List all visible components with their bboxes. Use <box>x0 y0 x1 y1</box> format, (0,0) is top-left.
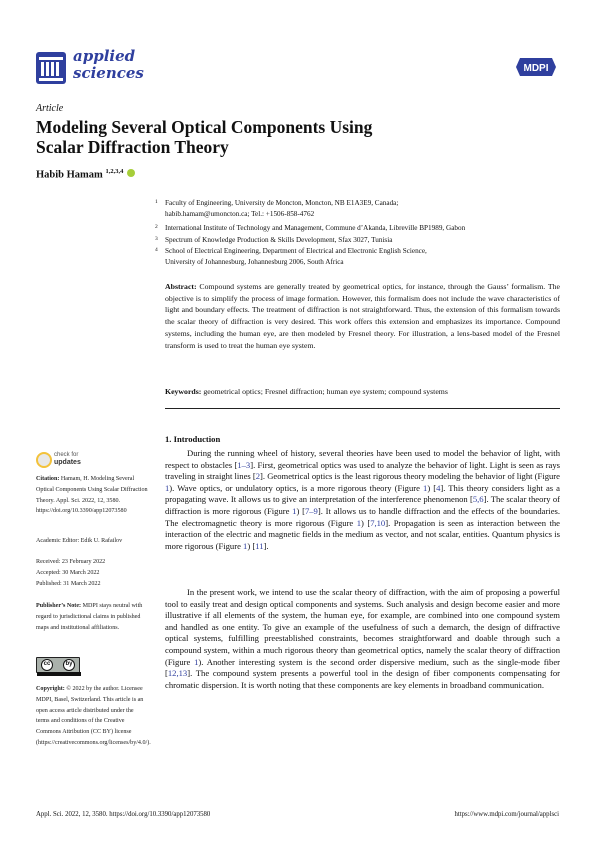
reference-link[interactable]: 1 <box>356 517 361 528</box>
abstract-text: Compound systems are generally treated by geometrical optics, for instance, through the Gauss’ formalism. The objective is to simplify the process of image formation. However, this formalism does not include the wave characteristics of light and boundary effects. The treatment of diffraction is not straightforward. Thus, the extension of this formalism towards the scalar theory of diffraction is very desired. This work offers this extension and emphasizes its importance. Compound systems, including the human eye, are then modeled by Fresnel theory. For illustration, a lens-based model of the Fresnel transform is used to treat the human eye system. <box>165 282 560 350</box>
paragraph-text: ]. This theory considers light as a propagating wave. It allows us to give an interpretation of the interference phenomenon [ <box>165 482 560 505</box>
affiliation-line: Faculty of Engineering, University de Moncton, Moncton, NB E1A3E9, Canada; <box>165 199 399 207</box>
author-affiliation-numbers: 1,2,3,4 <box>105 168 124 175</box>
mdpi-logo-icon <box>516 56 556 78</box>
journal-name-line2: sciences <box>73 64 144 82</box>
footer-citation[interactable]: Appl. Sci. 2022, 12, 3580. https://doi.org/10.3390/app12073580 <box>36 811 211 818</box>
reference-link[interactable]: 1 <box>292 505 297 516</box>
check-for-updates-button[interactable] <box>36 452 96 470</box>
affiliation-2 <box>155 223 565 234</box>
paragraph-text: ]. The compound system presents a powerful tool in the design of fiber components compensating for chromatic dispersion. It is worth noting that these components are key elements in broadband communication. <box>165 668 560 690</box>
keywords <box>165 386 560 397</box>
paragraph-text: ]. The scalar theory of diffraction is more rigorous (Figure <box>165 494 560 516</box>
paragraph-text: ]. First, geometrical optics was used to analyze the behavior of light. Light is seen as rays traveling in straight lines [ <box>165 459 560 482</box>
academic-editor: Academic Editor: Edik U. Rafailov <box>36 538 123 544</box>
article-title: Modeling Several Optical Components Using Scalar Diffraction Theory <box>36 117 373 157</box>
journal-name-line1: applied <box>73 47 136 65</box>
check-updates-text <box>54 452 81 467</box>
abstract <box>165 281 560 351</box>
affiliation-line: University of Johannesburg, Johannesburg 2006, South Africa <box>165 258 344 266</box>
affiliation-line: habib.hamam@umoncton.ca; Tel.: +1506-858-4762 <box>165 210 315 218</box>
affiliation-number: 3 <box>155 236 158 242</box>
check-updates-line2: updates <box>54 459 81 466</box>
keywords-text: geometrical optics; Fresnel diffraction; human eye system; compound systems <box>203 387 448 396</box>
reference-link[interactable]: 7–9 <box>304 505 318 516</box>
affiliation-number: 4 <box>155 247 158 253</box>
reference-link[interactable]: 1–3 <box>237 459 251 470</box>
abstract-label: Abstract: <box>165 282 197 291</box>
paragraph-text: ). Another interesting system is the second order dispersive medium, such as the single-mode fiber [ <box>165 656 560 679</box>
reference-link[interactable]: 5,6 <box>472 494 484 505</box>
paragraph-text: ]. Geometrical optics is the least rigorous theory modeling the behavior of light (Figure <box>260 471 560 482</box>
body-paragraph-1 <box>165 448 560 552</box>
publisher-note <box>36 601 148 633</box>
paragraph-text: In the present work, we intend to use the scalar theory of diffraction, with the aim of proposing a powerful tool to easily treat and design optical components and systems. Such analysis and design become easier and more illustrative if all elements of the system, the human eye, for example, are combined into one compound system and handled as one entity. To give an example of the usefulness of such a demarch, the design of diffractive optical systems, fulfilling preestablished constraints, becomes straightforward and doable through such a compound system, within a much rigorous theory than geometrical optics, namely the scalar theory of diffraction (Figure <box>165 587 560 667</box>
reference-link[interactable]: 1 <box>423 482 428 493</box>
author-name: Habib Hamam <box>36 169 103 181</box>
affiliation-3 <box>155 235 565 246</box>
paragraph-text: ) [ <box>296 505 305 516</box>
affiliation-line: International Institute of Technology and Management, Commune d’Akanda, Libreville BP1989, Gabon <box>165 224 466 232</box>
paragraph-text: ]. Propagation is seen as interaction between the interaction of the electric and magnetic fields in the medium as vector, and not scalar, entities. Quantum physics is more rigorous (Figure <box>165 517 560 551</box>
publisher-note-label: Publisher’s Note: <box>36 603 82 609</box>
section-heading: 1. Introduction <box>165 434 221 444</box>
affiliation-number: 1 <box>155 199 158 205</box>
paragraph-text: ]. <box>263 540 269 551</box>
section-divider <box>165 408 560 409</box>
copyright-text: © 2022 by the author. Licensee MDPI, Basel, Switzerland. This article is an open access article distributed under the terms and conditions of the Creative Commons Attribution (CC BY) license (https://creativecommons.org/licenses/by/4.0/). <box>36 686 151 746</box>
affiliation-line: School of Electrical Engineering, Department of Electrical and Electronic English Science, <box>165 247 427 255</box>
copyright-label: Copyright: <box>36 686 65 692</box>
check-updates-icon <box>36 452 52 468</box>
paragraph-text: ) [ <box>427 482 437 493</box>
check-updates-line1: check for <box>54 452 79 458</box>
body-paragraph-2 <box>165 587 560 691</box>
paragraph-text: ) [ <box>247 540 256 551</box>
orcid-icon[interactable] <box>127 169 135 177</box>
by-icon: by <box>63 659 75 671</box>
footer-journal-url[interactable]: https://www.mdpi.com/journal/applsci <box>454 811 559 818</box>
keywords-label: Keywords: <box>165 387 202 396</box>
journal-logo-icon <box>36 52 66 84</box>
reference-link[interactable]: 11 <box>255 540 264 551</box>
reference-link[interactable]: 1 <box>165 482 170 493</box>
reference-link[interactable]: 12,13 <box>167 668 188 679</box>
paragraph-text: ). Wave optics, or undulatory optics, is a more rigorous theory (Figure <box>169 482 424 493</box>
journal-name <box>73 48 144 82</box>
citation-block <box>36 474 148 517</box>
reference-link[interactable]: 4 <box>436 482 441 493</box>
license-bar <box>37 672 81 676</box>
publisher-note-text: MDPI stays neutral with regard to jurisdictional claims in published maps and institutional affiliations. <box>36 603 143 631</box>
paragraph-text: ) [ <box>361 517 371 528</box>
accepted-date: Accepted: 30 March 2022 <box>36 570 100 576</box>
reference-link[interactable]: 1 <box>194 656 199 667</box>
affiliation-line: Spectrum of Knowledge Production & Skills Development, Sfax 3027, Tunisia <box>165 236 393 244</box>
paragraph-text: ]. It allows us to handle diffraction and the effects of the boundaries. The electromagnetic theory is more rigorous (Figure <box>165 505 560 528</box>
cc-icon: cc <box>41 659 53 671</box>
affiliation-4 <box>155 246 565 268</box>
affiliation-number: 2 <box>155 224 158 230</box>
received-date: Received: 23 February 2022 <box>36 559 106 565</box>
copyright-block <box>36 684 151 749</box>
reference-link[interactable]: 2 <box>255 471 261 482</box>
reference-link[interactable]: 7,10 <box>370 517 386 528</box>
publisher-name: MDPI <box>523 63 549 74</box>
paragraph-text: During the running wheel of history, several theories have been used to model the behavior of light, with respect to obstacles [ <box>165 448 560 470</box>
author-line <box>36 168 135 181</box>
published-date: Published: 31 March 2022 <box>36 581 101 587</box>
citation-label: Citation: <box>36 476 60 482</box>
reference-link[interactable]: 1 <box>243 540 248 551</box>
cc-by-license-badge[interactable] <box>36 657 80 673</box>
citation-text[interactable]: Hamam, H. Modeling Several Optical Components Using Scalar Diffraction Theory. Appl. Sci. 2022, 12, 3580. https://doi.org/10.3390/app12073580 <box>36 476 148 515</box>
article-type: Article <box>36 103 64 114</box>
affiliation-1 <box>155 198 565 220</box>
